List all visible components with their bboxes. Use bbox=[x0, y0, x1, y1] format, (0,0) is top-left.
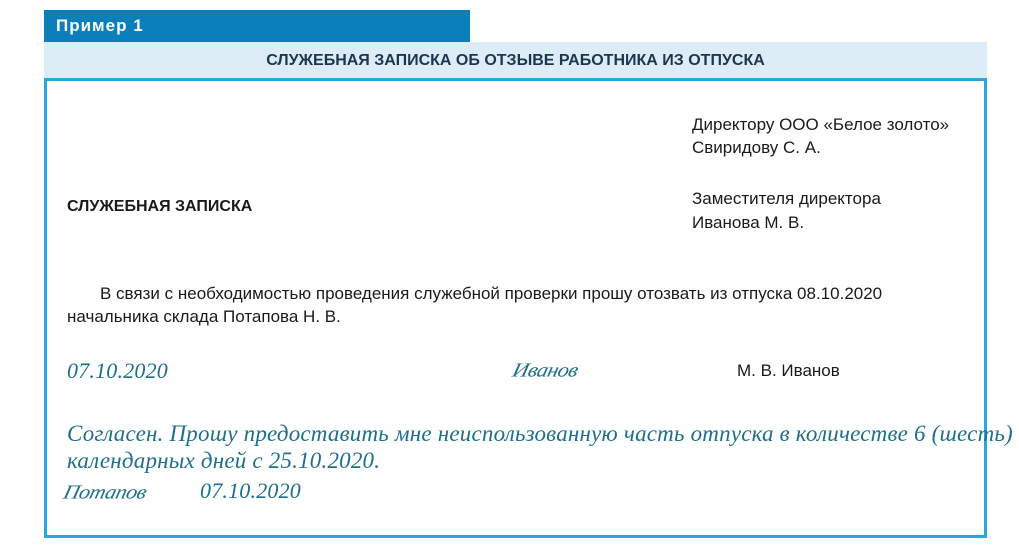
document-title: СЛУЖЕБНАЯ ЗАПИСКА ОБ ОТЗЫВЕ РАБОТНИКА ИЗ ОТПУСКА bbox=[266, 52, 765, 69]
addressee-line-2: Свиридову С. А. bbox=[692, 138, 821, 157]
body-line-1: В связи с необходимостью проведения служебной проверки прошу отозвать из отпуска 08.10.2020 bbox=[100, 284, 883, 303]
resolution-line-1: Согласен. Прошу предоставить мне неиспользованную часть отпуска в количестве 6 (шесть) bbox=[67, 421, 1013, 446]
signature-ivanov: Иванов bbox=[510, 358, 581, 381]
body-line-2: начальника склада Потапова Н. В. bbox=[67, 307, 341, 326]
addressee-line-1: Директору ООО «Белое золото» bbox=[692, 115, 950, 134]
memo-box bbox=[44, 78, 1013, 538]
resolution-line-2: календарных дней с 25.10.2020. bbox=[67, 448, 381, 473]
resolution-date: 07.10.2020 bbox=[200, 478, 301, 503]
memo-heading: СЛУЖЕБНАЯ ЗАПИСКА bbox=[67, 198, 253, 215]
example-tab-label: Пример 1 bbox=[56, 16, 144, 35]
handwritten-date: 07.10.2020 bbox=[67, 358, 168, 383]
sender-line-1: Заместителя директора bbox=[692, 189, 881, 208]
example-tab bbox=[44, 10, 470, 42]
title-band bbox=[44, 42, 987, 78]
signer-name: М. В. Иванов bbox=[737, 361, 840, 380]
signature-potapov: Потапов bbox=[61, 480, 150, 503]
sender-line-2: Иванова М. В. bbox=[692, 213, 805, 232]
